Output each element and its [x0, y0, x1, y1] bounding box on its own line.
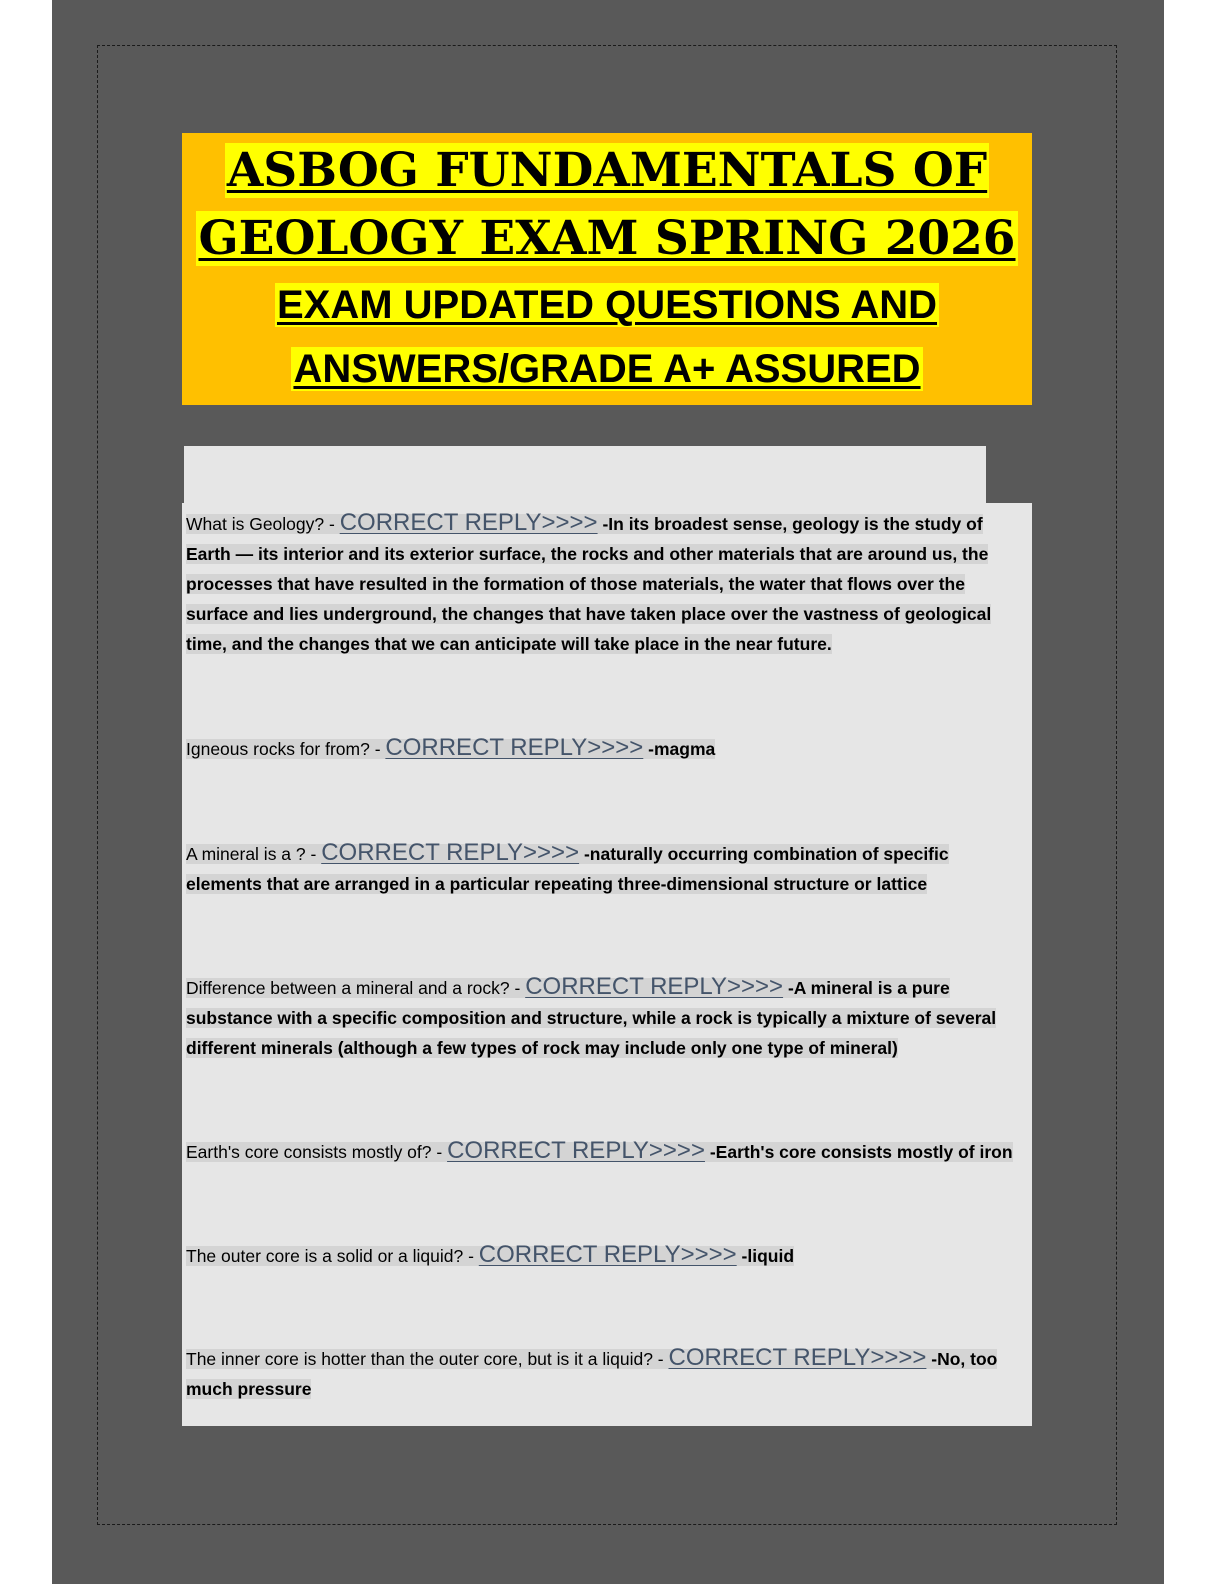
correct-reply-label: CORRECT REPLY>>>>	[668, 1344, 927, 1371]
separator: -	[324, 514, 340, 534]
question-text: The inner core is hotter than the outer core, but is it a liquid?	[186, 1349, 653, 1369]
answer-prefix: -	[704, 1142, 716, 1162]
separator: -	[652, 1349, 669, 1369]
question-text: Difference between a mineral and a rock?	[186, 978, 510, 998]
correct-reply-label: CORRECT REPLY>>>>	[447, 1137, 705, 1164]
question-text: What is Geology?	[186, 514, 325, 534]
qa-item	[186, 838, 958, 899]
answer-text: Earth's core consists mostly of iron	[715, 1142, 1013, 1162]
question-text: A mineral is a ?	[186, 844, 306, 864]
question-text: Igneous rocks for from?	[186, 739, 370, 759]
qa-item	[186, 1136, 1032, 1167]
answer-prefix: -	[736, 1246, 748, 1266]
qa-item	[186, 733, 998, 764]
qa-text	[186, 973, 997, 1058]
qa-text	[186, 509, 992, 654]
answer-prefix: -	[783, 978, 794, 998]
answer-text: liquid	[747, 1246, 795, 1266]
subtitle-line-1: EXAM UPDATED QUESTIONS AND	[276, 283, 938, 327]
correct-reply-label: CORRECT REPLY>>>>	[525, 973, 784, 1000]
correct-reply-label: CORRECT REPLY>>>>	[478, 1241, 737, 1268]
question-text: The outer core is a solid or a liquid?	[186, 1246, 464, 1266]
content-top-panel	[184, 446, 986, 506]
correct-reply-label: CORRECT REPLY>>>>	[339, 509, 598, 536]
separator: -	[305, 844, 322, 864]
qa-item	[186, 1343, 1016, 1404]
title-banner	[182, 133, 1032, 405]
separator: -	[509, 978, 526, 998]
title-line-2: GEOLOGY EXAM SPRING 2026	[198, 211, 1016, 266]
subtitle-line-2: ANSWERS/GRADE A+ ASSURED	[293, 347, 921, 391]
title-line-1: ASBOG FUNDAMENTALS OF	[226, 143, 988, 198]
qa-text	[186, 1137, 1013, 1164]
correct-reply-label: CORRECT REPLY>>>>	[321, 839, 580, 866]
answer-prefix: -	[643, 739, 654, 759]
qa-text	[186, 839, 949, 894]
separator: -	[369, 739, 386, 759]
answer-text: No, too much pressure	[186, 1349, 998, 1399]
qa-text	[186, 734, 716, 761]
separator: -	[431, 1142, 448, 1162]
qa-text	[186, 1241, 795, 1268]
qa-item	[186, 972, 998, 1063]
question-text: Earth's core consists mostly of?	[186, 1142, 432, 1162]
answer-text: In its broadest sense, geology is the study of Earth — its interior and its exterior surface, the rocks and other materials that are around us, the processes that have resulted in the formation of those materials, the water that flows over the surface and lies underground, the changes that have taken place over the vastness of geological time, and the changes that we can anticipate will take place in the near future.	[186, 514, 992, 654]
answer-text: magma	[653, 739, 716, 759]
answer-prefix: -	[597, 514, 609, 534]
qa-text	[186, 1344, 998, 1399]
answer-prefix: -	[579, 844, 590, 864]
qa-item	[186, 1240, 998, 1271]
answer-prefix: -	[926, 1349, 938, 1369]
answer-text: naturally occurring combination of specific elements that are arranged in a particular repeating three-dimensional structure or lattice	[186, 844, 949, 894]
answer-text: A mineral is a pure substance with a specific composition and structure, while a rock is typically a mixture of several different minerals (although a few types of rock may include only one type of mineral)	[186, 978, 997, 1058]
qa-item	[186, 508, 998, 659]
separator: -	[463, 1246, 479, 1266]
correct-reply-label: CORRECT REPLY>>>>	[385, 734, 644, 761]
